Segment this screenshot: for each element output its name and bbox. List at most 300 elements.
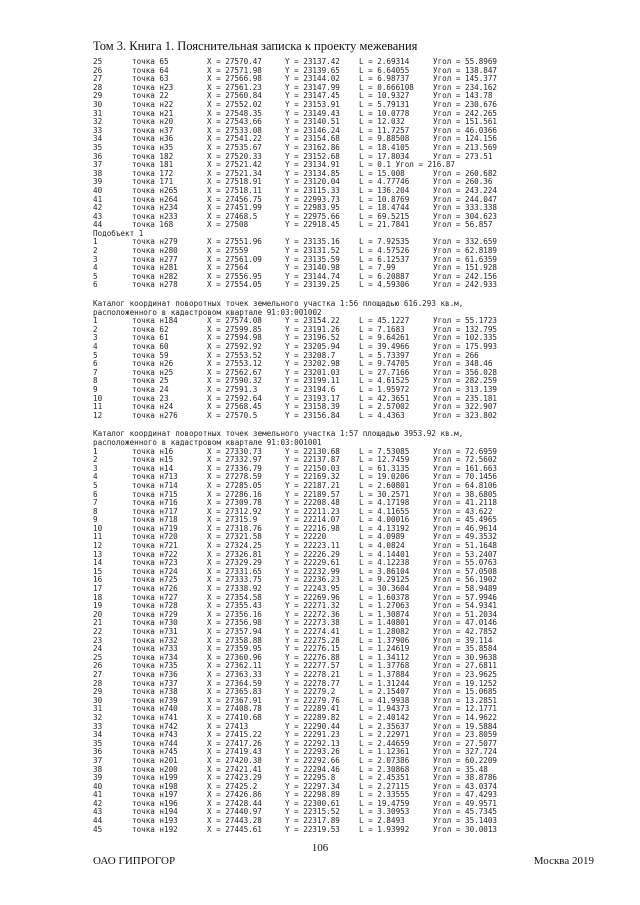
point-number: 35 — [93, 142, 103, 152]
x-coordinate: X = 27278.59 — [207, 472, 262, 482]
bearing-angle: Угол = 322.907 — [433, 402, 498, 412]
segment-length: L = 4.13192 — [359, 523, 410, 533]
point-name: точка н192 — [132, 824, 178, 834]
x-coordinate: X = 27321.58 — [207, 532, 262, 542]
y-coordinate: Y = 22289.41 — [285, 704, 340, 714]
x-coordinate: X = 27592.64 — [207, 393, 262, 403]
segment-length: L = 6.20887 — [359, 271, 410, 281]
x-coordinate: X = 27359.95 — [207, 644, 262, 654]
bearing-angle: Угол = 242.265 — [433, 108, 498, 118]
point-number: 28 — [93, 678, 103, 688]
y-coordinate: Y = 22278.77 — [285, 678, 340, 688]
x-coordinate: X = 27551.96 — [207, 237, 262, 247]
y-coordinate: Y = 22208.48 — [285, 498, 340, 508]
y-coordinate: Y = 23140.51 — [285, 117, 340, 127]
x-coordinate: X = 27561.09 — [207, 254, 262, 264]
y-coordinate: Y = 23139.25 — [285, 280, 340, 290]
bearing-angle: Угол = 55.1723 — [433, 316, 498, 326]
y-coordinate: Y = 22137.87 — [285, 455, 340, 465]
point-name: точка н722 — [132, 549, 178, 559]
bearing-angle: Угол = 260.682 — [433, 168, 498, 178]
x-coordinate: X = 27326.81 — [207, 549, 262, 559]
point-number: 3 — [93, 333, 98, 343]
segment-length: L = 18.4105 — [359, 142, 410, 152]
x-coordinate: X = 27286.16 — [207, 489, 262, 499]
y-coordinate: Y = 22273.38 — [285, 618, 340, 628]
point-number: 4 — [93, 472, 98, 482]
y-coordinate: Y = 22232.99 — [285, 566, 340, 576]
point-number: 29 — [93, 687, 103, 697]
bearing-angle: Угол = 56.857 — [433, 220, 493, 230]
point-number: 16 — [93, 575, 103, 585]
segment-length: L = 21.7841 — [359, 220, 410, 230]
y-coordinate: Y = 23154.68 — [285, 134, 340, 144]
y-coordinate: Y = 22279.2 — [285, 687, 336, 697]
bearing-angle: Угол = 235.181 — [433, 393, 498, 403]
segment-length: L = 4.11655 — [359, 506, 410, 516]
point-name: точка н738 — [132, 687, 178, 697]
point-name: точка 25 — [132, 376, 169, 386]
x-coordinate: X = 27590.32 — [207, 376, 262, 386]
segment-length: L = 4.61525 — [359, 376, 410, 386]
segment-length: L = 61.3135 — [359, 463, 410, 473]
y-coordinate: Y = 23156.84 — [285, 410, 340, 420]
point-name: точка н23 — [132, 82, 174, 92]
bearing-angle: Угол = 46.9614 — [433, 523, 498, 533]
x-coordinate: X = 27312.92 — [207, 506, 262, 516]
bearing-angle: Угол = 53.2407 — [433, 549, 498, 559]
bearing-angle: Угол = 72.5602 — [433, 455, 498, 465]
y-coordinate: Y = 23199.11 — [285, 376, 340, 386]
section-heading-line: расположенного в кадастровом квартале 91:03:001001 — [93, 437, 322, 447]
point-number: 6 — [93, 280, 98, 290]
point-name: точка н200 — [132, 764, 178, 774]
point-number: 42 — [93, 798, 103, 808]
point-number: 25 — [93, 57, 103, 66]
point-number: 6 — [93, 489, 98, 499]
x-coordinate: X = 27324.25 — [207, 541, 262, 551]
point-number: 25 — [93, 652, 103, 662]
point-number: 1 — [93, 237, 98, 247]
point-number: 34 — [93, 730, 103, 740]
x-coordinate: X = 27599.85 — [207, 324, 262, 334]
point-name: точка н36 — [132, 134, 174, 144]
table-row — [93, 369, 613, 378]
bearing-angle: Угол = 51.2034 — [433, 609, 498, 619]
point-name: точка н15 — [132, 455, 174, 465]
point-number: 26 — [93, 65, 103, 75]
point-name: точка н716 — [132, 498, 178, 508]
x-coordinate: X = 27521.34 — [207, 168, 262, 178]
segment-length: L = 1.24619 — [359, 644, 410, 654]
bearing-angle: Угол = 23.8059 — [433, 730, 498, 740]
x-coordinate: X = 27336.79 — [207, 463, 262, 473]
y-coordinate: Y = 22277.57 — [285, 661, 340, 671]
bearing-angle: Угол = 143.78 — [433, 91, 493, 101]
segment-length: L = 12.7459 — [359, 455, 410, 465]
segment-length: L = 1.93992 — [359, 824, 410, 834]
point-number: 29 — [93, 91, 103, 101]
y-coordinate: Y = 23144.02 — [285, 74, 340, 84]
point-name: точка н713 — [132, 472, 178, 482]
segment-length: L = 1.12361 — [359, 747, 410, 757]
x-coordinate: X = 27535.67 — [207, 142, 262, 152]
bearing-angle: Угол = 55.8969 — [433, 57, 498, 66]
segment-length: L = 18.4744 — [359, 203, 410, 213]
x-coordinate: X = 27332.97 — [207, 455, 262, 465]
y-coordinate: Y = 23201.03 — [285, 367, 340, 377]
bearing-angle: Угол = 64.8106 — [433, 480, 498, 490]
section-heading-line: расположенного в кадастровом квартале 91:03:001002 — [93, 307, 322, 317]
point-name: точка н198 — [132, 781, 178, 791]
point-number: 15 — [93, 566, 103, 576]
y-coordinate: Y = 22130.68 — [285, 446, 340, 456]
segment-length: L = 1.28082 — [359, 627, 410, 636]
bearing-angle: Угол = 38.6805 — [433, 489, 498, 499]
bearing-angle: Угол = 102.335 — [433, 333, 498, 343]
footer-city-year: Москва 2019 — [533, 855, 594, 867]
y-coordinate: Y = 22317.89 — [285, 816, 340, 826]
segment-length: L = 9.74705 — [359, 359, 410, 369]
point-name: точка 182 — [132, 151, 174, 161]
footer-organization: ОАО ГИПРОГОР — [93, 855, 176, 867]
y-coordinate: Y = 22223.11 — [285, 541, 340, 551]
y-coordinate: Y = 22216.98 — [285, 523, 340, 533]
y-coordinate: Y = 23202.98 — [285, 359, 340, 369]
table-row — [93, 281, 613, 290]
point-name: точка 181 — [132, 160, 174, 170]
segment-length: L = 2.30868 — [359, 764, 410, 774]
segment-length: L = 17.8034 — [359, 151, 410, 161]
table-row — [93, 343, 613, 352]
bearing-angle: Угол = 327.724 — [433, 747, 498, 757]
bearing-angle: Угол = 23.9625 — [433, 669, 498, 679]
segment-length: L = 1.31244 — [359, 678, 410, 688]
y-coordinate: Y = 23131.52 — [285, 246, 340, 256]
segment-length: L = 2.27115 — [359, 781, 410, 791]
coordinate-catalog — [93, 58, 613, 834]
x-coordinate: X = 27592.92 — [207, 342, 262, 351]
x-coordinate: X = 27428.44 — [207, 798, 262, 808]
y-coordinate: Y = 22236.23 — [285, 575, 340, 585]
point-name: точка н740 — [132, 704, 178, 714]
segment-length: L = 7.99 — [359, 263, 396, 273]
table-row — [93, 317, 613, 326]
x-coordinate: X = 27362.11 — [207, 661, 262, 671]
x-coordinate: X = 27355.43 — [207, 601, 262, 611]
segment-length: L = 9.88508 — [359, 134, 410, 144]
section-heading-line: Каталог координат поворотных точек земельного участка 1:56 площадью 616.293 кв.м, — [93, 299, 464, 309]
table-row — [93, 386, 613, 395]
x-coordinate: X = 27553.12 — [207, 359, 262, 369]
point-name: точка н714 — [132, 480, 178, 490]
point-number: 26 — [93, 661, 103, 671]
table-row — [93, 84, 613, 93]
x-coordinate: X = 27358.88 — [207, 635, 262, 645]
y-coordinate: Y = 22276.15 — [285, 644, 340, 654]
point-name: точка н745 — [132, 747, 178, 757]
bearing-angle: Угол = 145.377 — [433, 74, 498, 84]
point-name: точка н277 — [132, 254, 178, 264]
x-coordinate: X = 27425.2 — [207, 781, 258, 791]
point-name: точка 171 — [132, 177, 174, 187]
y-coordinate: Y = 23149.43 — [285, 108, 340, 118]
bearing-angle: Угол = 13.2851 — [433, 695, 498, 705]
point-number: 39 — [93, 773, 103, 783]
segment-length: L = 1.34112 — [359, 652, 410, 662]
x-coordinate: X = 27541.22 — [207, 134, 262, 144]
point-number: 12 — [93, 541, 103, 551]
point-number: 33 — [93, 125, 103, 135]
segment-length: L = 4.00016 — [359, 515, 410, 525]
segment-length: L = 9.64261 — [359, 333, 410, 343]
point-number: 5 — [93, 480, 98, 490]
y-coordinate: Y = 23162.86 — [285, 142, 340, 152]
bearing-angle: Угол = 323.802 — [433, 410, 498, 420]
point-number: 44 — [93, 220, 103, 230]
point-number: 14 — [93, 558, 103, 568]
bearing-angle: Угол = 30.9638 — [433, 652, 498, 662]
point-name: точка 59 — [132, 350, 169, 360]
y-coordinate: Y = 22294.46 — [285, 764, 340, 774]
segment-length: L = 1.37906 — [359, 635, 410, 645]
bearing-angle: Угол = 332.659 — [433, 237, 498, 247]
point-name: точка н281 — [132, 263, 178, 273]
point-name: точка н22 — [132, 99, 174, 109]
bearing-angle: Угол = 54.9341 — [433, 601, 498, 611]
y-coordinate: Y = 22292.13 — [285, 738, 340, 748]
point-name: точка н14 — [132, 463, 174, 473]
segment-length: L = 4.4363 — [359, 410, 405, 420]
bearing-angle: Угол = 55.0763 — [433, 558, 498, 568]
point-name: точка 62 — [132, 324, 169, 334]
x-coordinate: X = 27421.41 — [207, 764, 262, 774]
point-number: 27 — [93, 669, 103, 679]
bearing-angle: Угол = 260.36 — [433, 177, 493, 187]
point-number: 30 — [93, 695, 103, 705]
segment-length: L = 42.3651 — [359, 393, 410, 403]
y-coordinate: Y = 22291.23 — [285, 730, 340, 740]
point-name: точка 65 — [132, 57, 169, 66]
y-coordinate: Y = 23154.22 — [285, 316, 340, 326]
segment-length: L = 136.204 — [359, 185, 410, 195]
segment-length: L = 30.3604 — [359, 584, 410, 594]
y-coordinate: Y = 22292.66 — [285, 755, 340, 765]
x-coordinate: X = 27560.84 — [207, 91, 262, 101]
segment-length: L = 69.5215 — [359, 211, 410, 221]
y-coordinate: Y = 23120.04 — [285, 177, 340, 187]
point-number: 42 — [93, 203, 103, 213]
x-coordinate: X = 27415.22 — [207, 730, 262, 740]
point-name: точка 64 — [132, 65, 169, 75]
point-number: 1 — [93, 316, 98, 326]
bearing-angle: Угол = 41.2118 — [433, 498, 498, 508]
bearing-angle: Угол = 57.0508 — [433, 566, 498, 576]
table-row — [93, 412, 613, 421]
point-number: 41 — [93, 194, 103, 204]
point-name: точка н199 — [132, 773, 178, 783]
table-row — [93, 58, 613, 67]
point-name: точка н184 — [132, 316, 178, 326]
bearing-angle: Угол = 348.46 — [433, 359, 493, 369]
bearing-angle: Угол = 43.0374 — [433, 781, 498, 791]
point-number: 3 — [93, 463, 98, 473]
x-coordinate: X = 27420.38 — [207, 755, 262, 765]
x-coordinate: X = 27570.47 — [207, 57, 262, 66]
x-coordinate: X = 27561.23 — [207, 82, 262, 92]
x-coordinate: X = 27419.43 — [207, 747, 262, 757]
bearing-angle: Угол = 46.0366 — [433, 125, 498, 135]
bearing-angle: Угол = 42.7852 — [433, 627, 498, 636]
bearing-angle: Угол = 45.4965 — [433, 515, 498, 525]
point-name: точка н720 — [132, 532, 178, 542]
x-coordinate: X = 27566.98 — [207, 74, 262, 84]
bearing-angle: Угол = 30.0013 — [433, 824, 498, 834]
point-name: точка н743 — [132, 730, 178, 740]
x-coordinate: X = 27553.52 — [207, 350, 262, 360]
x-coordinate: X = 27518.91 — [207, 177, 262, 187]
bearing-angle: Угол = 43.622 — [433, 506, 493, 516]
point-name: точка 23 — [132, 393, 169, 403]
document-header: Том 3. Книга 1. Пояснительная записка к проекту межевания — [93, 39, 418, 53]
point-number: 2 — [93, 324, 98, 334]
segment-length: L = 39.4966 — [359, 342, 410, 351]
table-row — [93, 334, 613, 343]
point-number: 9 — [93, 384, 98, 394]
y-coordinate: Y = 22983.95 — [285, 203, 340, 213]
point-name: точка н197 — [132, 790, 178, 800]
point-name: точка 172 — [132, 168, 174, 178]
y-coordinate: Y = 22220 — [285, 532, 327, 542]
segment-length: L = 7.53085 — [359, 446, 410, 456]
y-coordinate: Y = 22300.61 — [285, 798, 340, 808]
segment-length: L = 4.0824 — [359, 541, 405, 551]
y-coordinate: Y = 22293.26 — [285, 747, 340, 757]
point-number: 11 — [93, 532, 103, 542]
point-number: 20 — [93, 609, 103, 619]
point-name: точка н719 — [132, 523, 178, 533]
point-name: точка н264 — [132, 194, 178, 204]
segment-length: L = 2.33555 — [359, 790, 410, 800]
point-number: 44 — [93, 816, 103, 826]
bearing-angle: Угол = 138.847 — [433, 65, 498, 75]
y-coordinate: Y = 23196.52 — [285, 333, 340, 343]
x-coordinate: X = 27518.11 — [207, 185, 262, 195]
x-coordinate: X = 27443.28 — [207, 816, 262, 826]
point-name: точка н234 — [132, 203, 178, 213]
segment-length: L = 1.37884 — [359, 669, 410, 679]
y-coordinate: Y = 23194.6 — [285, 384, 336, 394]
point-number: 27 — [93, 74, 103, 84]
point-name: точка 168 — [132, 220, 174, 230]
point-number: 4 — [93, 342, 98, 351]
segment-length: L = 2.69314 — [359, 57, 410, 66]
bearing-angle: Угол = 58.9489 — [433, 584, 498, 594]
segment-length: L = 4.0989 — [359, 532, 405, 542]
x-coordinate: X = 27445.61 — [207, 824, 262, 834]
point-number: 39 — [93, 177, 103, 187]
bearing-angle: Угол = 19.5884 — [433, 721, 498, 731]
point-number: 35 — [93, 738, 103, 748]
point-number: 11 — [93, 402, 103, 412]
point-number: 8 — [93, 506, 98, 516]
point-number: 43 — [93, 211, 103, 221]
y-coordinate: Y = 22226.29 — [285, 549, 340, 559]
point-number: 1 — [93, 446, 98, 456]
point-number: 23 — [93, 635, 103, 645]
x-coordinate: X = 27367.91 — [207, 695, 262, 705]
y-coordinate: Y = 22276.88 — [285, 652, 340, 662]
y-coordinate: Y = 22290.44 — [285, 721, 340, 731]
y-coordinate: Y = 23135.16 — [285, 237, 340, 247]
segment-length: L = 5.73397 — [359, 350, 410, 360]
point-name: точка н732 — [132, 635, 178, 645]
x-coordinate: X = 27315.9 — [207, 515, 258, 525]
point-name: точка н718 — [132, 515, 178, 525]
segment-length: L = 2.45351 — [359, 773, 410, 783]
point-number: 9 — [93, 515, 98, 525]
bearing-angle: Угол = 35.1403 — [433, 816, 498, 826]
y-coordinate: Y = 23115.33 — [285, 185, 340, 195]
point-name: точка н739 — [132, 695, 178, 705]
x-coordinate: X = 27408.78 — [207, 704, 262, 714]
bearing-angle: Угол = 273.51 — [433, 151, 493, 161]
table-row — [93, 826, 613, 835]
x-coordinate: X = 27365.83 — [207, 687, 262, 697]
segment-length: L = 1.40801 — [359, 618, 410, 628]
y-coordinate: Y = 23137.42 — [285, 57, 340, 66]
x-coordinate: X = 27543.66 — [207, 117, 262, 127]
y-coordinate: Y = 22975.66 — [285, 211, 340, 221]
segment-length: L = 12.032 — [359, 117, 405, 127]
point-number: 2 — [93, 455, 98, 465]
point-name: точка н717 — [132, 506, 178, 516]
point-name: точка н725 — [132, 575, 178, 585]
point-name: точка н735 — [132, 661, 178, 671]
point-number: 37 — [93, 755, 103, 765]
point-number: 22 — [93, 627, 103, 636]
bearing-angle: Угол = 70.1456 — [433, 472, 498, 482]
point-name: точка н265 — [132, 185, 178, 195]
x-coordinate: X = 27456.75 — [207, 194, 262, 204]
point-number: 36 — [93, 151, 103, 161]
segment-length: L = 11.7257 — [359, 125, 410, 135]
y-coordinate: Y = 22150.03 — [285, 463, 340, 473]
bearing-angle: Угол = 61.6359 — [433, 254, 498, 264]
bearing-angle: Угол = 49.9571 — [433, 798, 498, 808]
point-name: точка 22 — [132, 91, 169, 101]
y-coordinate: Y = 22297.34 — [285, 781, 340, 791]
segment-length: L = 10.9327 — [359, 91, 410, 101]
bearing-angle: Угол = 27.5077 — [433, 738, 498, 748]
x-coordinate: X = 27413 — [207, 721, 249, 731]
table-row — [93, 67, 613, 76]
point-name: точка н35 — [132, 142, 174, 152]
point-number: 24 — [93, 644, 103, 654]
y-coordinate: Y = 23144.74 — [285, 271, 340, 281]
segment-length: L = 1.60378 — [359, 592, 410, 602]
segment-length: L = 2.57002 — [359, 402, 410, 412]
x-coordinate: X = 27318.76 — [207, 523, 262, 533]
point-name: точка н727 — [132, 592, 178, 602]
bearing-angle: Угол = 213.569 — [433, 142, 498, 152]
x-coordinate: X = 27363.33 — [207, 669, 262, 679]
x-coordinate: X = 27559 — [207, 246, 249, 256]
segment-length: L = 6.98737 — [359, 74, 410, 84]
segment-length: L = 7.92535 — [359, 237, 410, 247]
x-coordinate: X = 27571.98 — [207, 65, 262, 75]
y-coordinate: Y = 22271.32 — [285, 601, 340, 611]
